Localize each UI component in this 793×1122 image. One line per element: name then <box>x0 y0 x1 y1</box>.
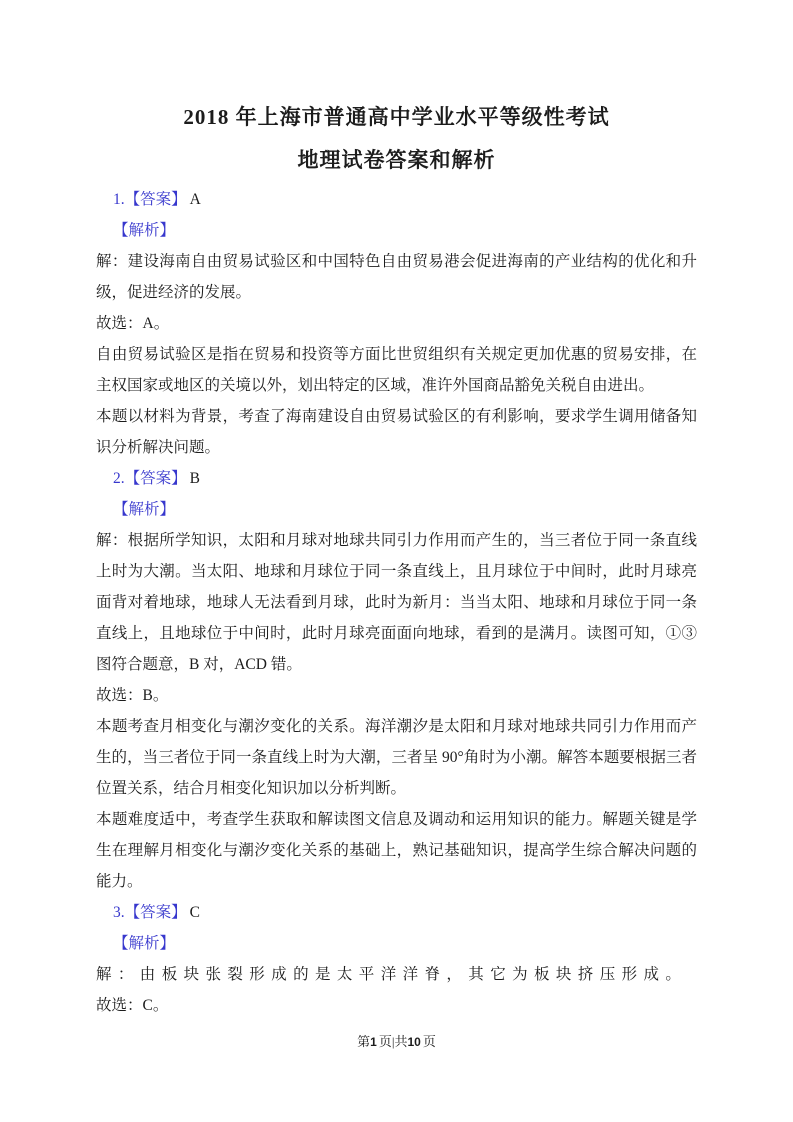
question-block-2 <box>96 463 697 897</box>
analysis-label: 【解析】 <box>113 501 176 518</box>
analysis-line <box>96 215 697 246</box>
analysis-paragraph: 本题难度适中，考查学生获取和解读图文信息及调动和运用知识的能力。解题关键是学生在理解月相变化与潮汐变化关系的基础上，熟记基础知识，提高学生综合解决问题的能力。 <box>96 811 697 890</box>
analysis-line <box>96 928 697 959</box>
chosen-answer-paragraph: 故选：A。 <box>96 315 170 332</box>
question-block-3 <box>96 897 697 1021</box>
analysis-paragraph: 解：建设海南自由贸易试验区和中国特色自由贸易港会促进海南的产业结构的优化和升级，促进经济的发展。 <box>96 253 697 301</box>
question-number: 2. <box>113 470 125 487</box>
footer-suffix: 页 <box>422 1034 436 1049</box>
analysis-paragraph: 本题考查月相变化与潮汐变化的关系。海洋潮汐是太阳和月球对地球共同引力作用而产生的，当三者位于同一条直线上时为大潮，三者呈 90°角时为小潮。解答本题要根据三者位置关系，结合月相变化知识加以分析判断。 <box>96 718 697 797</box>
analysis-label: 【解析】 <box>113 222 176 239</box>
footer-middle: 页|共 <box>378 1034 408 1049</box>
current-page-number: 1 <box>370 1035 377 1049</box>
analysis-paragraph: 解：根据所学知识，太阳和月球对地球共同引力作用而产生的，当三者位于同一条直线上时为大潮。当太阳、地球和月球位于同一条直线上，且月球位于中间时，此时月球亮面背对着地球，地球人无法看到月球，此时为新月：当当太阳、地球和月球位于同一条直线上，且地球位于中间时，此时月球亮面面向地球，看到的是满月。读图可知，①③图符合题意，B 对，ACD 错。 <box>96 532 697 673</box>
answer-line <box>96 184 697 215</box>
answer-value: A <box>189 191 201 208</box>
question-block-1 <box>96 184 697 463</box>
answer-value: B <box>189 470 200 487</box>
answer-value: C <box>189 904 200 921</box>
total-page-number: 10 <box>407 1035 421 1049</box>
question-number: 1. <box>113 191 125 208</box>
answer-label: 【答案】 <box>124 470 187 487</box>
document-title-line2: 地理试卷答案和解析 <box>297 148 496 172</box>
answer-line <box>96 463 697 494</box>
question-number: 3. <box>113 904 125 921</box>
analysis-paragraph: 自由贸易试验区是指在贸易和投资等方面比世贸组织有关规定更加优惠的贸易安排，在主权国家或地区的关境以外，划出特定的区域，准许外国商品豁免关税自由进出。 <box>96 346 697 394</box>
footer-prefix: 第 <box>357 1034 371 1049</box>
chosen-answer-paragraph: 故选：C。 <box>96 997 169 1014</box>
answer-label: 【答案】 <box>124 191 187 208</box>
analysis-paragraph: 本题以材料为背景，考查了海南建设自由贸易试验区的有利影响，要求学生调用储备知识分析解决问题。 <box>96 408 697 456</box>
answer-label: 【答案】 <box>124 904 187 921</box>
answer-line <box>96 897 697 928</box>
document-title-line1: 2018 年上海市普通高中学业水平等级性考试 <box>183 105 610 129</box>
analysis-label: 【解析】 <box>113 935 176 952</box>
analysis-paragraph: 解：由板块张裂形成的是太平洋洋脊，其它为板块挤压形成。 <box>96 966 688 983</box>
analysis-line <box>96 494 697 525</box>
chosen-answer-paragraph: 故选：B。 <box>96 687 169 704</box>
page-number-footer <box>0 1031 793 1050</box>
